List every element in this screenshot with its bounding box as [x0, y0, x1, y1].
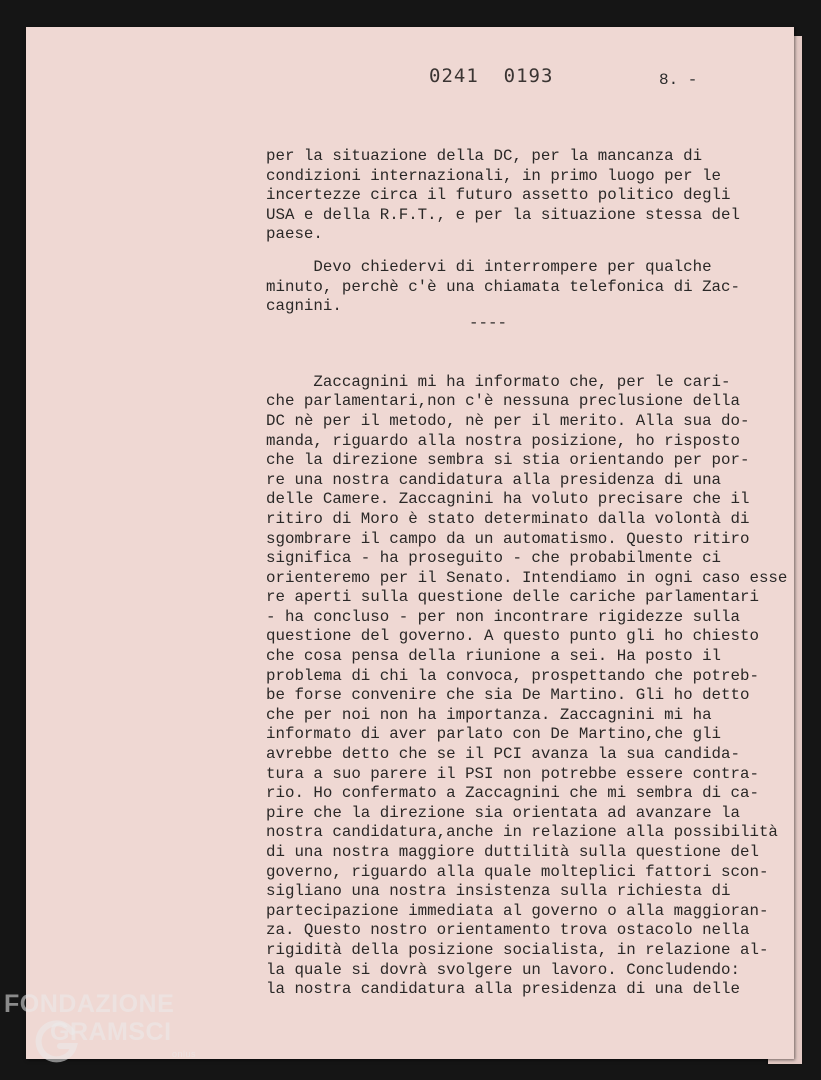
text-line: tura a suo parere il PSI non potrebbe essere contra-	[266, 764, 759, 783]
text-line: delle Camere. Zaccagnini ha voluto precisare che il	[266, 490, 750, 509]
text-line: sgombrare il campo da un automatismo. Questo ritiro	[266, 529, 750, 548]
watermark-line-2: GRAMSCI	[50, 1018, 172, 1046]
text-line: manda, riguardo alla nostra posizione, ho risposto	[266, 431, 740, 450]
text-line: DC nè per il metodo, nè per il merito. Alla sua do-	[266, 411, 750, 430]
text-line: questione del governo. A questo punto gli ho chiesto	[266, 627, 759, 646]
text-line: avrebbe detto che se il PCI avanza la sua candida-	[266, 745, 740, 764]
text-line: za. Questo nostro orientamento trova ostacolo nella	[266, 921, 750, 940]
text-line: incertezze circa il futuro assetto politico degli	[266, 186, 731, 205]
text-line: re aperti sulla questione delle cariche parlamentari	[266, 588, 759, 607]
document-page	[26, 27, 794, 1059]
separator-gap	[266, 317, 786, 373]
text-line: partecipazione immediata al governo o alla maggioran-	[266, 901, 769, 920]
text-line: la quale si dovrà svolgere un lavoro. Concludendo:	[266, 960, 740, 979]
text-line: che cosa pensa della riunione a sei. Ha posto il	[266, 647, 722, 666]
paragraph-3	[266, 373, 786, 1000]
text-line: - ha concluso - per non incontrare rigidezze sulla	[266, 607, 740, 626]
text-line: pire che la direzione sia orientata ad avanzare la	[266, 803, 740, 822]
text-line: minuto, perchè c'è una chiamata telefonica di Zac-	[266, 277, 740, 296]
text-line: rigidità della posizione socialista, in relazione al-	[266, 940, 769, 959]
paragraph-1	[266, 147, 786, 245]
text-line: che per noi non ha importanza. Zaccagnini mi ha	[266, 705, 712, 724]
text-line: nostra candidatura,anche in relazione alla possibilità	[266, 823, 778, 842]
text-line: orienteremo per il Senato. Intendiamo in ogni caso esse	[266, 568, 788, 587]
text-line: cagnini.	[266, 297, 342, 316]
watermark-sub: onlus	[172, 1049, 197, 1059]
text-line: governo, riguardo alla quale molteplici fattori scon-	[266, 862, 769, 881]
text-line: ritiro di Moro è stato determinato dalla volontà di	[266, 509, 750, 528]
body-text	[266, 147, 786, 1000]
text-line: problema di chi la convoca, prospettando che potreb-	[266, 666, 759, 685]
text-line: condizioni internazionali, in primo luogo per le	[266, 166, 722, 185]
page-number: 8. -	[659, 71, 698, 89]
paragraph-2	[266, 258, 786, 317]
gramsci-logo-icon	[34, 1018, 80, 1064]
text-line: informato di aver parlato con De Martino,che gli	[266, 725, 722, 744]
text-line: be forse convenire che sia De Martino. Gli ho detto	[266, 686, 750, 705]
text-line: di una nostra maggiore duttilità sulla questione del	[266, 843, 759, 861]
text-line: significa - ha proseguito - che probabilmente ci	[266, 549, 722, 568]
text-line: che la direzione sembra si stia orientando per por-	[266, 451, 750, 470]
fondazione-gramsci-watermark	[4, 990, 196, 1068]
text-line: sigliano una nostra insistenza sulla richiesta di	[266, 882, 731, 901]
text-line: rio. Ho confermato a Zaccagnini che mi sembra di ca-	[266, 784, 759, 803]
section-separator: ----	[469, 314, 507, 332]
text-line: USA e della R.F.T., e per la situazione stessa del	[266, 205, 740, 224]
archive-number: 0241 0193	[429, 65, 554, 87]
text-line: per la situazione della DC, per la mancanza di	[266, 147, 703, 165]
text-line: la nostra candidatura alla presidenza di una delle	[266, 980, 740, 999]
text-line: Devo chiedervi di interrompere per qualche	[266, 257, 712, 276]
text-line: che parlamentari,non c'è nessuna preclusione della	[266, 392, 740, 411]
text-line: re una nostra candidatura alla presidenza di una	[266, 470, 722, 489]
paragraph-gap	[266, 245, 786, 258]
watermark-line-1: FONDAZIONE	[4, 990, 175, 1018]
text-line: Zaccagnini mi ha informato che, per le cari-	[266, 372, 731, 391]
text-line: paese.	[266, 225, 323, 244]
